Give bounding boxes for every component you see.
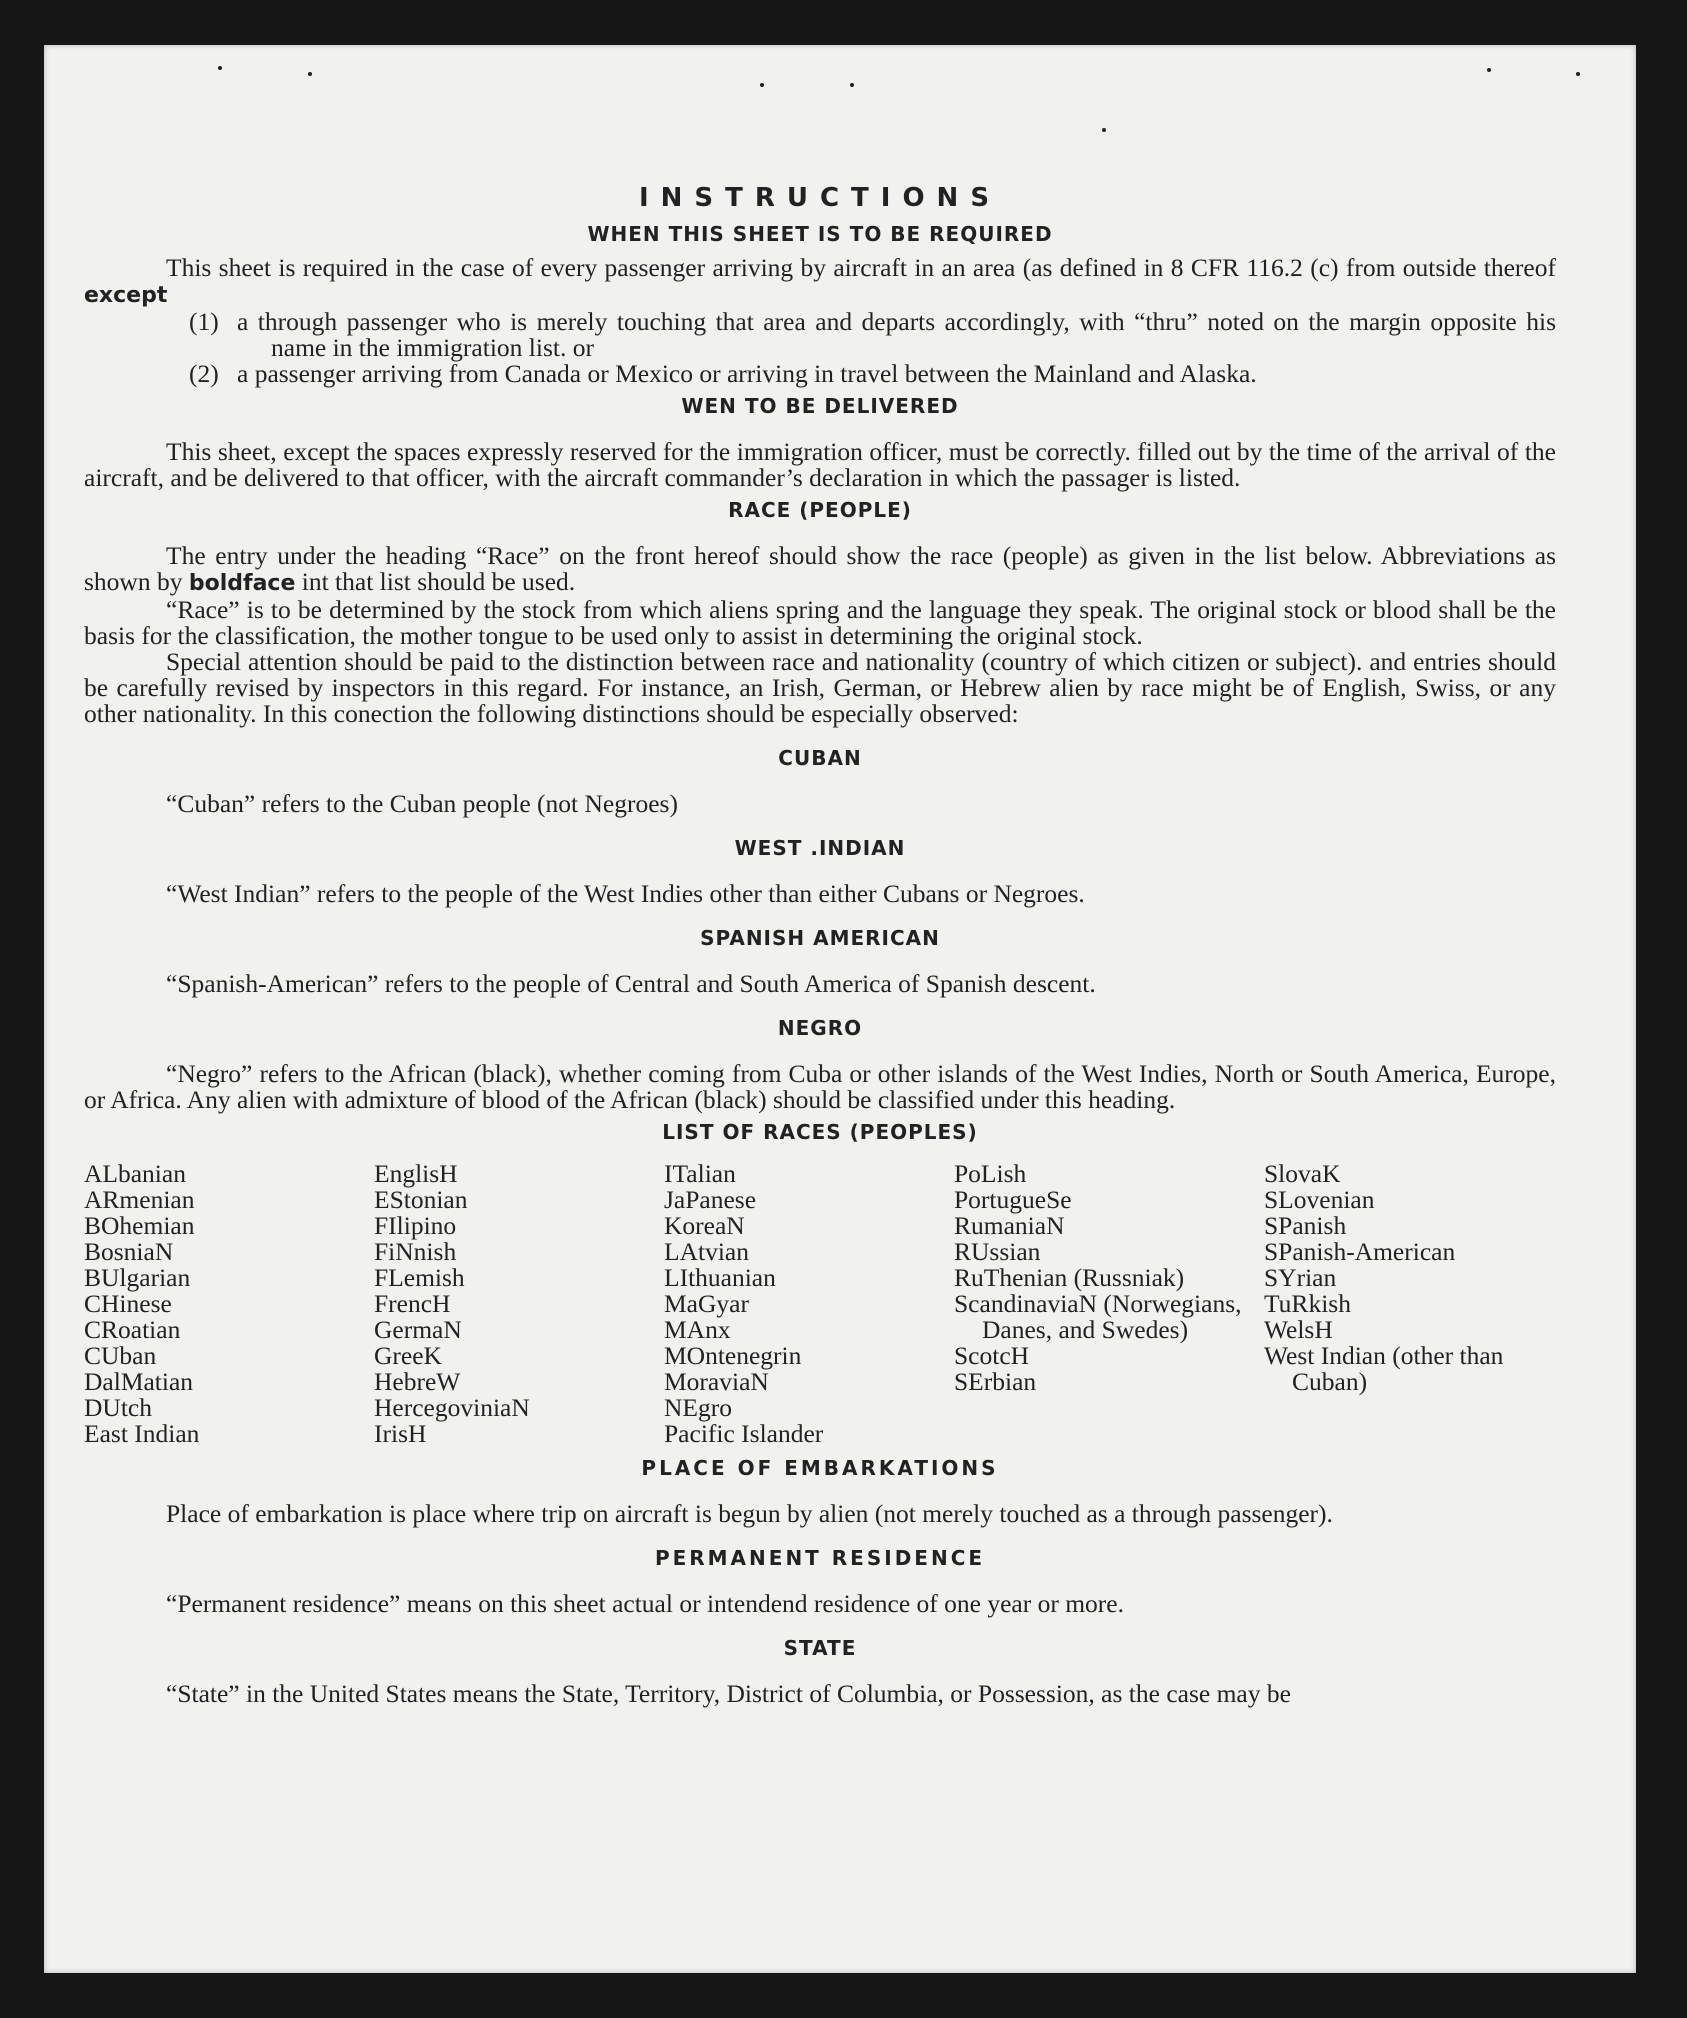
speck-mark bbox=[1487, 68, 1491, 72]
race-list-item: SLovenian bbox=[1264, 1185, 1375, 1214]
when-delivered-text: This sheet, except the spaces expressly reserved for the immigration officer, must be correctly. filled out by the time of the arrival of the aircraft, and be delivered to that officer, with the aircraft commander’s declaration in which the passager is listed. bbox=[84, 437, 1556, 492]
item-number: (2) bbox=[189, 359, 219, 388]
race-list-item: FIlipino bbox=[374, 1211, 457, 1240]
races-column-2 bbox=[374, 1161, 664, 1447]
race-list-item: PoLish bbox=[954, 1159, 1027, 1188]
race-list-item: ScotcH bbox=[954, 1341, 1030, 1370]
race-list-item: DalMatian bbox=[84, 1367, 194, 1396]
spanish-american-text: “Spanish-American” refers to the people of Central and South America of Spanish descent. bbox=[166, 969, 1096, 998]
race-list-item: LAtvian bbox=[664, 1237, 749, 1266]
heading-when-required: WHEN THIS SHEET IS TO BE REQUIRED bbox=[587, 222, 1053, 246]
race-list-item: Pacific Islander bbox=[664, 1419, 824, 1448]
race-list-item: MAnx bbox=[664, 1315, 731, 1344]
race-list-item: TuRkish bbox=[1264, 1289, 1351, 1318]
race-list-item: SlovaK bbox=[1264, 1159, 1341, 1188]
heading-negro: NEGRO bbox=[777, 1016, 863, 1040]
negro-text: “Negro” refers to the African (black), whether coming from Cuba or other islands of the West Indies, North or South America, Europe, or Africa. Any alien with admixture of blood of the African (black) should be classified under this heading. bbox=[84, 1059, 1556, 1114]
heading-state: STATE bbox=[783, 1636, 857, 1660]
races-column-4 bbox=[954, 1161, 1264, 1447]
state-text: “State” in the United States means the State, Territory, District of Columbia, or Possession, as the case may be bbox=[166, 1679, 1291, 1708]
race-list-item: SYrian bbox=[1264, 1263, 1337, 1292]
race-list-item: ALbanian bbox=[84, 1159, 186, 1188]
race-list-item: ITalian bbox=[664, 1159, 736, 1188]
page-title: INSTRUCTIONS bbox=[638, 183, 1002, 213]
boldface-keyword: boldface bbox=[188, 571, 296, 596]
heading-west-indian: WEST .INDIAN bbox=[734, 836, 906, 860]
race-list-item: MOntenegrin bbox=[664, 1341, 802, 1370]
exception-item-1 bbox=[189, 309, 1556, 361]
item-text: a through passenger who is merely touching that area and departs accordingly, with “thru” noted on the margin opposite his name in the immigration list. or bbox=[237, 307, 1556, 362]
item-text: a passenger arriving from Canada or Mexico or arriving in travel between the Mainland and Alaska. bbox=[237, 359, 1257, 388]
race-p1-text: The entry under the heading “Race” on the front hereof should show the race (people) as given in the list below. Abbreviations as shown by bbox=[84, 541, 1556, 596]
races-column-1 bbox=[84, 1161, 374, 1447]
race-list-item: KoreaN bbox=[664, 1211, 745, 1240]
speck-mark bbox=[850, 83, 854, 87]
speck-mark bbox=[308, 72, 312, 76]
race-list-item: CHinese bbox=[84, 1289, 172, 1318]
race-list-item: HercegoviniaN bbox=[374, 1393, 530, 1422]
race-list-item: IrisH bbox=[374, 1419, 427, 1448]
race-list-item: CRoatian bbox=[84, 1315, 181, 1344]
race-list-item: DUtch bbox=[84, 1393, 152, 1422]
races-list bbox=[84, 1161, 1556, 1447]
instructions-content bbox=[84, 185, 1556, 1707]
when-required-intro-text: This sheet is required in the case of every passenger arriving by aircraft in an area (as defined in 8 CFR 116.2 (c) from outside thereof bbox=[166, 253, 1556, 282]
race-list-item: BUlgarian bbox=[84, 1263, 191, 1292]
race-list-item: LIthuanian bbox=[664, 1263, 776, 1292]
race-list-item: EStonian bbox=[374, 1185, 468, 1214]
heading-permanent-residence: PERMANENT RESIDENCE bbox=[654, 1546, 986, 1570]
race-list-item: WelsH bbox=[1264, 1315, 1333, 1344]
race-list-item: ScandinaviaN (Norwegians, Danes, and Swedes) bbox=[954, 1289, 1242, 1344]
race-paragraph-3: Special attention should be paid to the distinction between race and nationality (country of which citizen or subject). and entries should be carefully revised by inspectors in this regard. For instance, an Irish, German, or Hebrew alien by race might be of English, Swiss, or any other nationality. In this conection the following distinctions should be especially observed: bbox=[84, 647, 1556, 728]
race-list-item: GermaN bbox=[374, 1315, 462, 1344]
heading-cuban: CUBAN bbox=[778, 746, 862, 770]
race-list-item: RuThenian (Russniak) bbox=[954, 1263, 1185, 1292]
embarkation-text: Place of embarkation is place where trip on aircraft is begun by alien (not merely touched as a through passenger). bbox=[166, 1499, 1333, 1528]
races-column-3 bbox=[664, 1161, 954, 1447]
exception-item-2 bbox=[189, 361, 1556, 387]
race-list-item: SPanish-American bbox=[1264, 1237, 1456, 1266]
race-list-item: NEgro bbox=[664, 1393, 732, 1422]
race-list-item: RUssian bbox=[954, 1237, 1041, 1266]
west-indian-text: “West Indian” refers to the people of the West Indies other than either Cubans or Negroes. bbox=[166, 879, 1085, 908]
speck-mark bbox=[1576, 72, 1580, 76]
race-list-item: BOhemian bbox=[84, 1211, 195, 1240]
race-list-item: SErbian bbox=[954, 1367, 1037, 1396]
race-paragraph-2: “Race” is to be determined by the stock from which aliens spring and the language they speak. The original stock or blood shall be the basis for the classification, the mother tongue to be used only to assist in determining the original stock. bbox=[84, 595, 1556, 650]
race-list-item: ARmenian bbox=[84, 1185, 195, 1214]
document-page bbox=[44, 45, 1636, 1973]
speck-mark bbox=[218, 66, 222, 70]
race-list-item: MaGyar bbox=[664, 1289, 749, 1318]
heading-embarkation: PLACE OF EMBARKATIONS bbox=[641, 1456, 999, 1480]
race-list-item: East Indian bbox=[84, 1419, 200, 1448]
heading-list-of-races: LIST OF RACES (PEOPLES) bbox=[662, 1120, 978, 1144]
race-list-item: CUban bbox=[84, 1341, 157, 1370]
item-number: (1) bbox=[189, 307, 219, 336]
when-required-intro bbox=[84, 255, 1556, 309]
race-list-item: HebreW bbox=[374, 1367, 461, 1396]
races-column-5 bbox=[1264, 1161, 1556, 1447]
race-list-item: FLemish bbox=[374, 1263, 465, 1292]
permanent-residence-text: “Permanent residence” means on this sheet actual or intendend residence of one year or more. bbox=[166, 1589, 1124, 1618]
race-list-item: FrencH bbox=[374, 1289, 451, 1318]
race-list-item: GreeK bbox=[374, 1341, 442, 1370]
race-list-item: PortugueSe bbox=[954, 1185, 1072, 1214]
except-keyword: except bbox=[84, 283, 168, 308]
race-list-item: BosniaN bbox=[84, 1237, 174, 1266]
heading-when-delivered: WEN TO BE DELIVERED bbox=[681, 394, 959, 418]
race-list-item: MoraviaN bbox=[664, 1367, 769, 1396]
race-list-item: JaPanese bbox=[664, 1185, 757, 1214]
race-paragraph-1 bbox=[84, 543, 1556, 597]
race-list-item: RumaniaN bbox=[954, 1211, 1065, 1240]
race-list-item: EnglisH bbox=[374, 1159, 458, 1188]
heading-spanish-american: SPANISH AMERICAN bbox=[700, 926, 940, 950]
race-list-item: FiNnish bbox=[374, 1237, 457, 1266]
race-list-item: SPanish bbox=[1264, 1211, 1347, 1240]
speck-mark bbox=[1102, 128, 1106, 132]
race-p1-text-after: int that list should be used. bbox=[301, 567, 576, 596]
race-list-item: West Indian (other than Cuban) bbox=[1264, 1341, 1504, 1396]
speck-mark bbox=[760, 83, 764, 87]
cuban-text: “Cuban” refers to the Cuban people (not Negroes) bbox=[166, 789, 678, 818]
heading-race: RACE (PEOPLE) bbox=[728, 498, 912, 522]
